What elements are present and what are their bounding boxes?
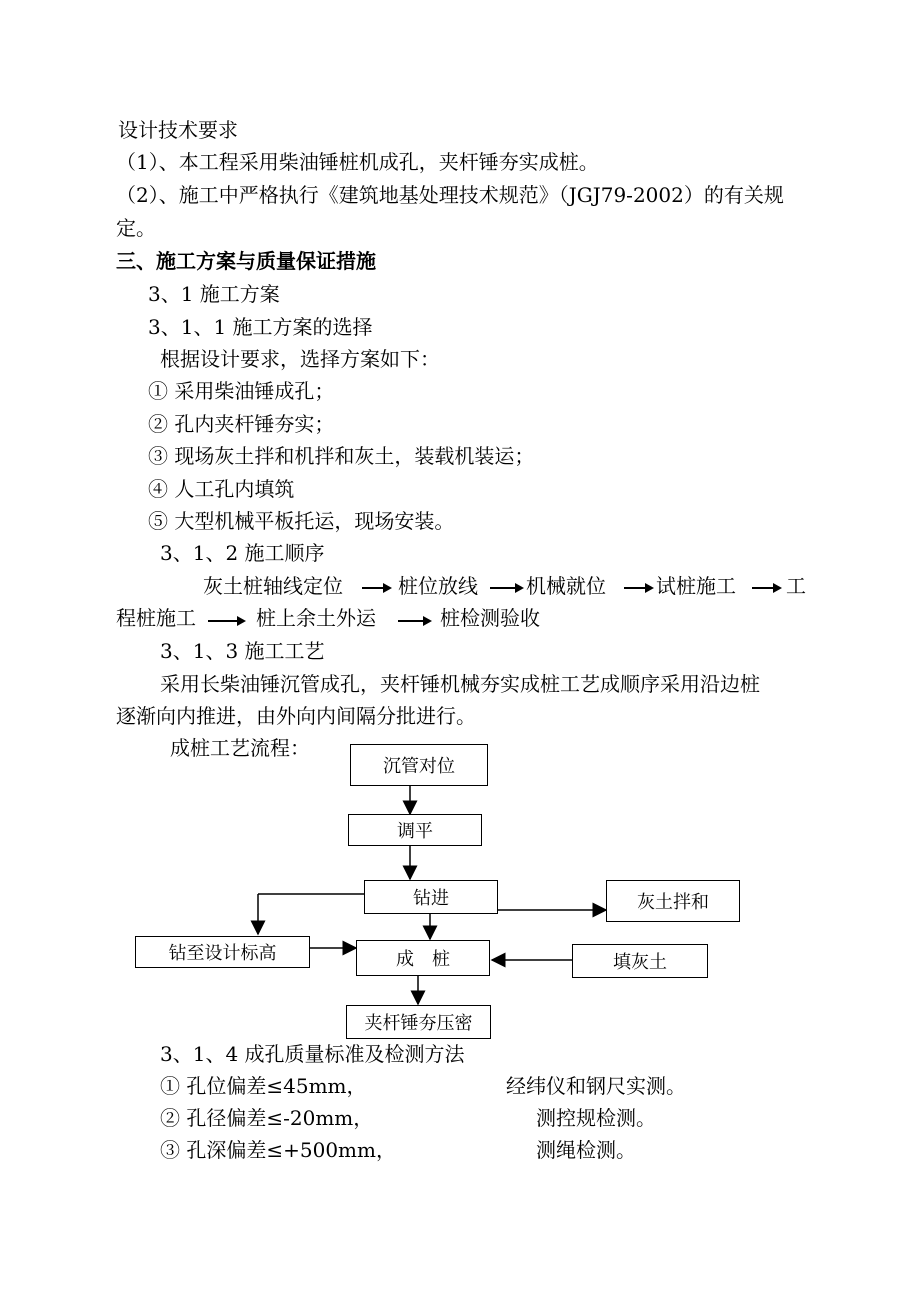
- flow-box-label: 钻进: [413, 888, 449, 909]
- flow-label: 成桩工艺流程：: [170, 736, 310, 760]
- subsection-3-1-2: 3、1、2 施工顺序: [160, 541, 325, 565]
- subsection-3-1-3: 3、1、3 施工工艺: [160, 639, 325, 663]
- flow-box-leveling: [348, 814, 482, 846]
- design-item-2-cont: 定。: [116, 216, 156, 240]
- craft-text: 采用长柴油锤沉管成孔，夹杆锤机械夯实成桩工艺成顺序采用沿边桩: [160, 672, 760, 696]
- flow-box-label: 成 桩: [396, 949, 450, 970]
- subsection-3-1: 3、1 施工方案: [148, 282, 280, 306]
- plan-intro: 根据设计要求，选择方案如下：: [160, 347, 440, 371]
- quality-item: ① 孔位偏差≤45mm，: [160, 1074, 367, 1098]
- craft-text-cont: 逐渐向内推进，由外向内间隔分批进行。: [116, 704, 476, 728]
- flow-box-fill-lime-soil: [572, 944, 708, 978]
- quality-method: 测控规检测。: [536, 1106, 656, 1130]
- plan-option: ① 采用柴油锤成孔；: [148, 379, 335, 403]
- quality-item: ② 孔径偏差≤-20mm，: [160, 1106, 374, 1130]
- flow-box-label: 夹杆锤夯压密: [364, 1013, 473, 1034]
- subsection-3-1-1: 3、1、1 施工方案的选择: [148, 315, 373, 339]
- plan-option: ④ 人工孔内填筑: [148, 477, 295, 501]
- flow-box-label: 沉管对位: [383, 756, 455, 777]
- quality-method: 测绳检测。: [536, 1138, 636, 1162]
- sequence-step: 桩上余土外运: [256, 606, 376, 630]
- sequence-step: 试桩施工: [656, 574, 736, 598]
- flow-box-pile-forming: [356, 940, 490, 976]
- flow-box-label: 填灰土: [613, 952, 667, 973]
- sequence-step: 机械就位: [526, 574, 606, 598]
- quality-method: 经纬仪和钢尺实测。: [506, 1074, 686, 1098]
- design-title: 设计技术要求: [118, 118, 238, 142]
- sequence-step: 桩位放线: [398, 574, 478, 598]
- sequence-step: 灰土桩轴线定位: [203, 574, 343, 598]
- flow-box-lime-soil-mixing: [606, 880, 740, 922]
- flow-box-tamping: [346, 1005, 491, 1039]
- flow-box-drill-to-elevation: [135, 936, 310, 968]
- design-item-2: （2）、施工中严格执行《建筑地基处理技术规范》（JGJ79-2002）的有关规: [116, 183, 784, 207]
- plan-option: ② 孔内夹杆锤夯实；: [148, 412, 335, 436]
- plan-option: ③ 现场灰土拌和机拌和灰土，装载机装运；: [148, 444, 535, 468]
- sequence-step: 桩检测验收: [440, 606, 540, 630]
- sequence-step: 程桩施工: [116, 606, 196, 630]
- flow-box-casing-alignment: [350, 744, 488, 786]
- flow-box-label: 灰土拌和: [637, 892, 709, 913]
- subsection-3-1-4: 3、1、4 成孔质量标准及检测方法: [160, 1042, 465, 1066]
- quality-item: ③ 孔深偏差≤+500mm，: [160, 1138, 396, 1162]
- plan-option: ⑤ 大型机械平板托运，现场安装。: [148, 509, 455, 533]
- section-heading: 三、施工方案与质量保证措施: [116, 249, 376, 273]
- sequence-step: 工: [786, 574, 806, 598]
- flow-box-label: 钻至设计标高: [168, 943, 277, 964]
- design-item-1: （1）、本工程采用柴油锤桩机成孔，夹杆锤夯实成桩。: [116, 150, 599, 174]
- flow-box-drilling: [364, 880, 498, 914]
- flow-box-label: 调平: [397, 821, 433, 842]
